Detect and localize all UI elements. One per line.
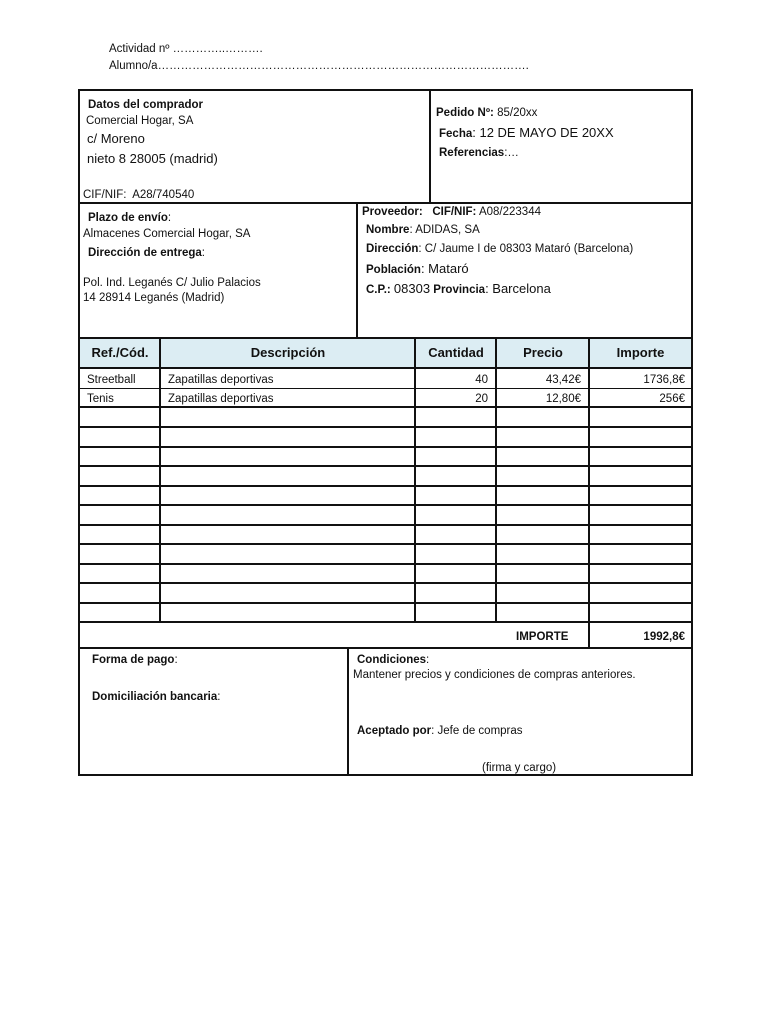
alumno-label: Alumno/a — [109, 60, 158, 72]
proveedor-direccion-value: : C/ Jaume I de 08303 Mataró (Barcelona) — [418, 243, 634, 255]
pedido-referencias — [439, 146, 519, 160]
row-rule — [78, 446, 693, 448]
col-header-descripcion: Descripción — [250, 345, 326, 360]
comprador-address: nieto 8 28005 (madrid) — [87, 151, 218, 166]
condiciones-text: Mantener precios y condiciones de compras anteriores. — [353, 669, 636, 681]
col-header-cantidad: Cantidad — [428, 345, 484, 360]
comprador-cif-label: CIF/NIF: — [83, 189, 127, 201]
domiciliacion-label: Domiciliación bancaria — [92, 691, 218, 703]
direccion-line2: 14 28914 Leganés (Madrid) — [83, 292, 225, 304]
row-rule — [78, 504, 693, 506]
nombre-label: Nombre — [366, 224, 410, 236]
proveedor-header — [362, 205, 541, 219]
total-label: IMPORTE — [516, 631, 569, 643]
proveedor-direccion-label: Dirección — [366, 243, 419, 255]
row-rule — [78, 582, 693, 584]
row-1-importe: 1736,8€ — [643, 374, 685, 386]
direccion-entrega-colon: : — [201, 247, 205, 259]
actividad-line — [109, 43, 263, 55]
cp-value: 08303 — [393, 281, 431, 296]
row-1-precio: 43,42€ — [545, 374, 581, 386]
proveedor-cif-label: CIF/NIF: — [432, 206, 477, 218]
plazo-label: Plazo de envío — [88, 212, 168, 224]
provincia-label: Provincia — [433, 284, 486, 296]
aceptado-value: : Jefe de compras — [431, 725, 523, 737]
row-2-desc: Zapatillas deportivas — [168, 393, 274, 405]
fecha-label: Fecha — [439, 128, 473, 140]
alumno-line — [109, 60, 529, 72]
plazo-value: Almacenes Comercial Hogar, SA — [83, 228, 251, 240]
divider-envio-proveedor — [356, 202, 358, 338]
comprador-name: Comercial Hogar, SA — [86, 115, 194, 127]
proveedor-cp-provincia — [366, 281, 551, 297]
actividad-dots: …………..………. — [172, 43, 263, 55]
aceptado-por — [357, 724, 523, 738]
poblacion-value: : Mataró — [420, 261, 469, 276]
pedido-label: Pedido Nº: — [436, 107, 494, 119]
cp-label: C.P.: — [366, 284, 391, 296]
row-2-cantidad: 20 — [475, 393, 488, 405]
row-rule — [78, 524, 693, 526]
divider-top — [78, 202, 693, 204]
direccion-entrega-label: Dirección de entrega — [88, 247, 202, 259]
proveedor-poblacion — [366, 261, 469, 277]
comprador-cif — [83, 188, 194, 202]
row-rule — [78, 563, 693, 565]
actividad-label: Actividad nº — [109, 43, 170, 55]
row-rule — [78, 465, 693, 467]
pedido-value: 85/20xx — [497, 107, 538, 119]
aceptado-label: Aceptado por — [357, 725, 432, 737]
row-2-precio: 12,80€ — [545, 393, 581, 405]
comprador-street: c/ Moreno — [87, 131, 145, 146]
row-1-ref: Streetball — [87, 374, 136, 386]
total-rule — [78, 647, 693, 649]
row-rule — [78, 388, 693, 389]
referencias-value: :… — [504, 147, 519, 159]
row-2-ref: Tenis — [87, 393, 114, 405]
plazo-envio — [88, 211, 171, 225]
domiciliacion-colon: : — [217, 691, 221, 703]
row-rule — [78, 426, 693, 428]
row-rule — [78, 543, 693, 545]
condiciones-colon: : — [426, 654, 430, 666]
row-rule — [78, 621, 693, 623]
condiciones-label: Condiciones — [357, 654, 427, 666]
proveedor-nombre — [366, 223, 480, 237]
proveedor-cif-value: A08/223344 — [478, 206, 541, 218]
poblacion-label: Población — [366, 264, 421, 276]
forma-pago — [92, 653, 178, 667]
plazo-colon: : — [167, 212, 172, 224]
firma-cargo: (firma y cargo) — [482, 762, 557, 774]
condiciones — [357, 653, 429, 667]
direccion-line1: Pol. Ind. Leganés C/ Julio Palacios — [83, 277, 261, 289]
domiciliacion-bancaria — [92, 690, 220, 704]
divider-comprador-pedido — [429, 89, 431, 203]
provincia-value: : Barcelona — [485, 281, 551, 296]
pedido-fecha — [439, 125, 614, 141]
col-header-precio: Precio — [523, 345, 563, 360]
row-rule — [78, 485, 693, 487]
row-1-desc: Zapatillas deportivas — [168, 374, 274, 386]
divider-pago-condiciones — [347, 647, 349, 776]
direccion-entrega — [88, 246, 205, 260]
row-rule — [78, 602, 693, 604]
fecha-value: : 12 DE MAYO DE 20XX — [472, 125, 614, 140]
row-rule — [78, 406, 693, 408]
col-rule-1 — [159, 337, 161, 623]
proveedor-label: Proveedor: — [362, 206, 423, 218]
total-value: 1992,8€ — [643, 631, 685, 643]
forma-pago-colon: : — [174, 654, 178, 666]
comprador-title: Datos del comprador — [88, 99, 204, 111]
nombre-value: : ADIDAS, SA — [409, 224, 480, 236]
proveedor-direccion — [366, 242, 633, 256]
referencias-label: Referencias — [439, 147, 505, 159]
col-header-importe: Importe — [616, 345, 665, 360]
forma-pago-label: Forma de pago — [92, 654, 175, 666]
col-header-ref: Ref./Cód. — [91, 345, 149, 360]
pedido-numero — [436, 106, 537, 120]
row-2-importe: 256€ — [659, 393, 685, 405]
alumno-dots: ……………………………………………………………………………………. — [157, 60, 529, 72]
comprador-cif-value: A28/740540 — [132, 189, 195, 201]
row-1-cantidad: 40 — [475, 374, 488, 386]
